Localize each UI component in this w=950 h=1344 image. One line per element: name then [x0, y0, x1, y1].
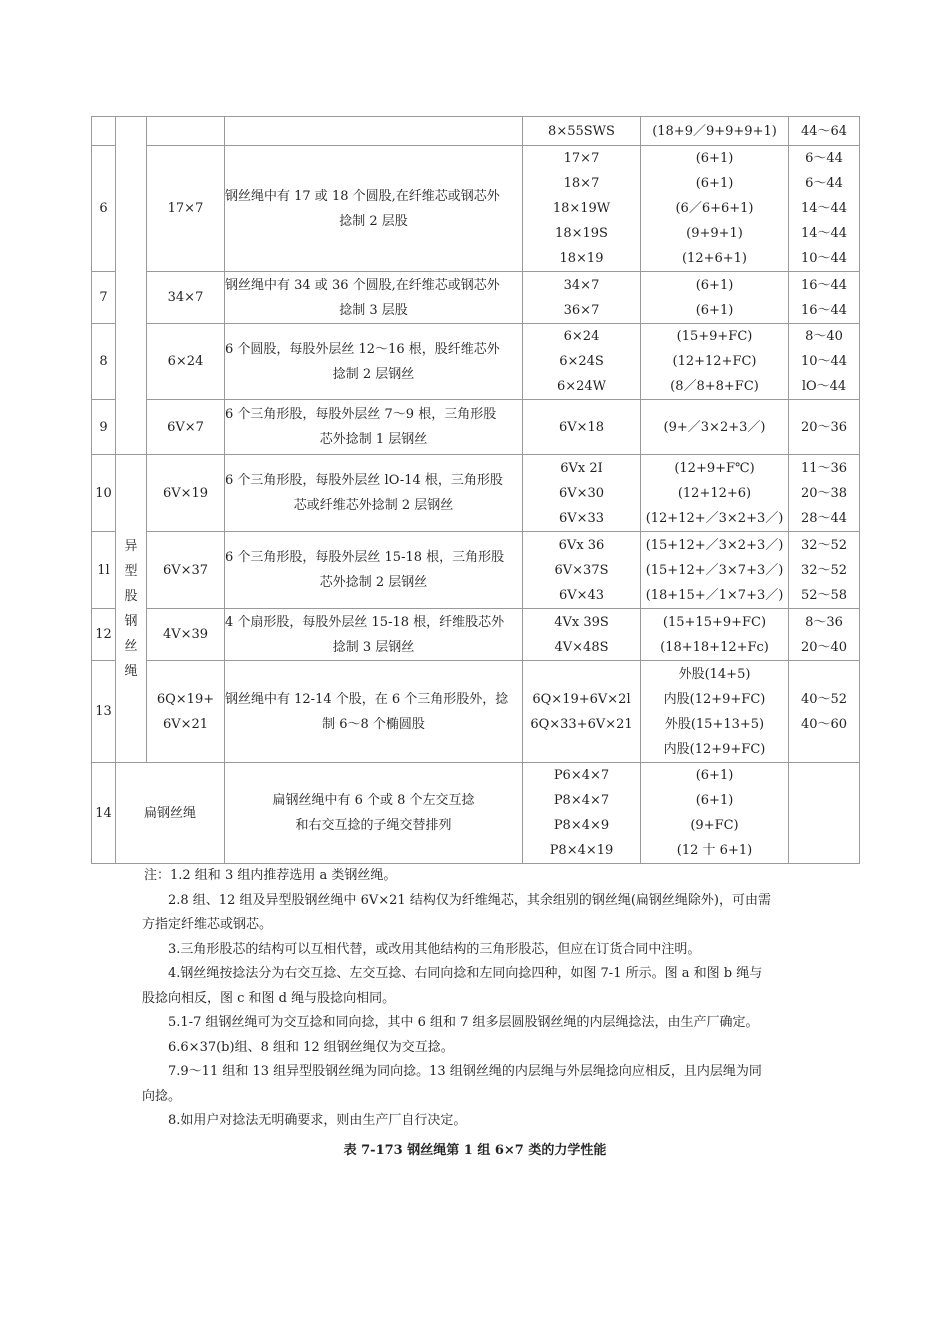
- diameter-cell: 6～44 6～44 14～44 14～44 10～44: [789, 146, 860, 272]
- group-number-cell: 1l: [92, 532, 116, 609]
- formula-cell: (6+1) (6+1) (9+FC) (12 十 6+1): [641, 763, 789, 864]
- note-line: 8.如用户对捻法无明确要求，则由生产厂自行决定。: [168, 1113, 467, 1128]
- description-cell: 钢丝绳中有 34 或 36 个圆股,在纤维芯或钢芯外 捻制 3 层股: [225, 272, 523, 324]
- structure-cell: 6×24 6×24S 6×24W: [523, 324, 641, 400]
- diameter-cell: 40～52 40～60: [789, 661, 860, 763]
- group-number-cell: 9: [92, 400, 116, 455]
- group-number-cell: 12: [92, 609, 116, 661]
- table-row: [92, 763, 860, 864]
- formula-cell: (9+／3×2+3／): [641, 400, 789, 455]
- structure-cell: P6×4×7 P8×4×7 P8×4×9 P8×4×19: [523, 763, 641, 864]
- table-caption: 表 7-173 钢丝绳第 1 组 6×7 类的力学性能: [343, 1143, 607, 1158]
- diameter-cell: 32～52 32～52 52～58: [789, 532, 860, 609]
- type-cell: 6V×37: [147, 532, 225, 609]
- description-cell: [225, 117, 523, 146]
- table-row: [92, 272, 860, 324]
- type-cell: 34×7: [147, 272, 225, 324]
- category-cell-special: 异 型 股 钢 丝 绳: [116, 455, 147, 763]
- formula-cell: (6+1) (6+1): [641, 272, 789, 324]
- formula-cell: (6+1) (6+1) (6／6+6+1) (9+9+1) (12+6+1): [641, 146, 789, 272]
- formula-cell: (15+15+9+FC) (18+18+12+Fc): [641, 609, 789, 661]
- note-line: 2.8 组、12 组及异型股钢丝绳中 6V×21 结构仅为纤维绳芯，其余组别的钢丝绳(扁钢丝绳除外)，可由需: [168, 892, 771, 908]
- note-line: 5.1-7 组钢丝绳可为交互捻和同向捻，其中 6 组和 7 组多层圆股钢丝绳的内层绳捻法，由生产厂确定。: [168, 1015, 759, 1030]
- group-number-cell: 8: [92, 324, 116, 400]
- type-cell: 6Q×19+ 6V×21: [147, 661, 225, 763]
- formula-cell: (15+12+／3×2+3／) (15+12+／3×7+3／) (18+15+／1×7+3／): [641, 532, 789, 609]
- structure-cell: 34×7 36×7: [523, 272, 641, 324]
- diameter-cell: 8～36 20～40: [789, 609, 860, 661]
- type-cell: 17×7: [147, 146, 225, 272]
- description-cell: 6 个三角形股，每股外层丝 lO-14 根，三角形股 芯或纤维芯外捻制 2 层钢丝: [225, 455, 523, 532]
- structure-cell: 6Vx 2I 6V×30 6V×33: [523, 455, 641, 532]
- group-number-cell: [92, 117, 116, 146]
- description-cell: 钢丝绳中有 12-14 个股，在 6 个三角形股外，捻 制 6～8 个椭圆股: [225, 661, 523, 763]
- formula-cell: 外股(14+5) 内股(12+9+FC) 外股(15+13+5) 内股(12+9+FC): [641, 661, 789, 763]
- table-row: [92, 609, 860, 661]
- group-number-cell: 14: [92, 763, 116, 864]
- description-cell: 6 个三角形股，每股外层丝 7～9 根，三角形股 芯外捻制 1 层钢丝: [225, 400, 523, 455]
- type-cell: 4V×39: [147, 609, 225, 661]
- diameter-cell: [789, 763, 860, 864]
- note-line: 4.钢丝绳按捻法分为右交互捻、左交互捻、右同向捻和左同向捻四种，如图 7-1 所示。图 a 和图 b 绳与: [168, 966, 763, 981]
- note-line: 注：1.2 组和 3 组内推荐选用 a 类钢丝绳。: [144, 868, 397, 883]
- diameter-cell: 8～40 10～44 lO～44: [789, 324, 860, 400]
- diameter-cell: 16～44 16～44: [789, 272, 860, 324]
- formula-cell: (18+9／9+9+9+1): [641, 117, 789, 146]
- table-row: [92, 400, 860, 455]
- type-cell: 6V×19: [147, 455, 225, 532]
- table-notes: [144, 864, 814, 1134]
- structure-cell: 4Vx 39S 4V×48S: [523, 609, 641, 661]
- structure-cell: 17×7 18×7 18×19W 18×19S 18×19: [523, 146, 641, 272]
- table-row: [92, 117, 860, 146]
- note-line: 方指定纤维芯或钢芯。: [142, 917, 273, 932]
- type-cell: 6V×7: [147, 400, 225, 455]
- category-cell: [116, 117, 147, 455]
- rope-structure-table: [91, 116, 860, 864]
- note-line: 3.三角形股芯的结构可以互相代替，或改用其他结构的三角形股芯，但应在订货合同中注明。: [168, 941, 701, 957]
- structure-cell: 6Q×19+6V×2l 6Q×33+6V×21: [523, 661, 641, 763]
- structure-cell: 8×55SWS: [523, 117, 641, 146]
- description-cell: 6 个圆股，每股外层丝 12～16 根，股纤维芯外 捻制 2 层钢丝: [225, 324, 523, 400]
- group-number-cell: 13: [92, 661, 116, 763]
- table-row: [92, 455, 860, 532]
- formula-cell: (12+9+F℃) (12+12+6) (12+12+／3×2+3／): [641, 455, 789, 532]
- note-line: 6.6×37(b)组、8 组和 12 组钢丝绳仅为交互捻。: [168, 1039, 454, 1055]
- description-cell: 4 个扇形股，每股外层丝 15-18 根，纤维股芯外 捻制 3 层钢丝: [225, 609, 523, 661]
- table-row: [92, 532, 860, 609]
- group-number-cell: 10: [92, 455, 116, 532]
- note-line: 向捻。: [142, 1088, 182, 1104]
- diameter-cell: 44～64: [789, 117, 860, 146]
- structure-cell: 6Vx 36 6V×37S 6V×43: [523, 532, 641, 609]
- group-number-cell: 7: [92, 272, 116, 324]
- type-cell: 6×24: [147, 324, 225, 400]
- group-number-cell: 6: [92, 146, 116, 272]
- structure-cell: 6V×18: [523, 400, 641, 455]
- diameter-cell: 11～36 20～38 28～44: [789, 455, 860, 532]
- description-cell: 钢丝绳中有 17 或 18 个圆股,在纤维芯或钢芯外 捻制 2 层股: [225, 146, 523, 272]
- type-cell: 扁钢丝绳: [116, 763, 225, 864]
- description-cell: 6 个三角形股，每股外层丝 15-18 根，三角形股 芯外捻制 2 层钢丝: [225, 532, 523, 609]
- table-row: [92, 146, 860, 272]
- table-row: [92, 661, 860, 763]
- formula-cell: (15+9+FC) (12+12+FC) (8／8+8+FC): [641, 324, 789, 400]
- note-line: 股捻向相反，图 c 和图 d 绳与股捻向相同。: [142, 990, 396, 1006]
- type-cell: [147, 117, 225, 146]
- diameter-cell: 20～36: [789, 400, 860, 455]
- description-cell: 扁钢丝绳中有 6 个或 8 个左交互捻 和右交互捻的子绳交替排列: [225, 763, 523, 864]
- table-row: [92, 324, 860, 400]
- note-line: 7.9～11 组和 13 组异型股钢丝绳为同向捻。13 组钢丝绳的内层绳与外层绳捻向应相反，且内层绳为同: [168, 1064, 762, 1079]
